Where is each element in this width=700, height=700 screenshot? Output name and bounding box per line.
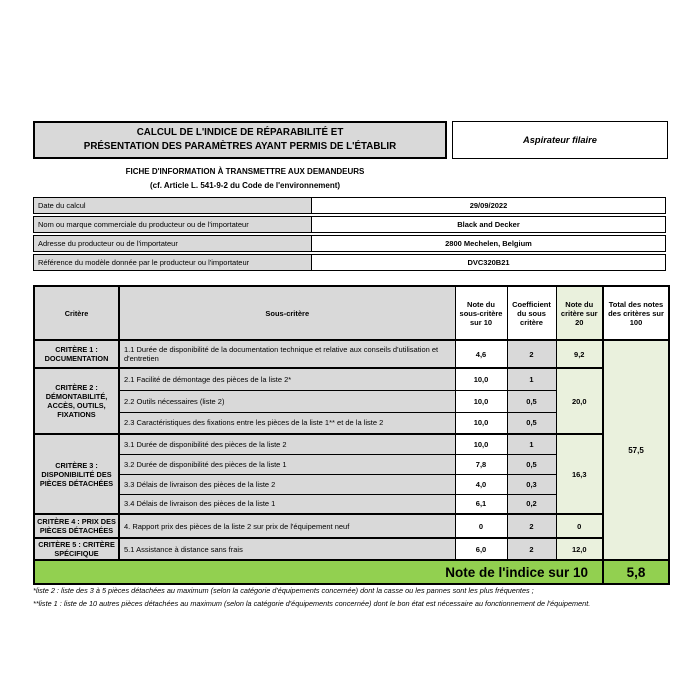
subcriterion-coeff: 0,2 [507,494,556,514]
criterion-3-name: CRITÈRE 3 : DISPONIBILITÉ DES PIÈCES DÉTACHÉES [34,434,119,514]
table-header-row [34,286,669,340]
product-info-table [33,197,666,273]
document-subtitle [33,165,457,192]
final-score-row [34,560,669,584]
table-row [34,538,669,560]
subcriterion-coeff: 2 [507,538,556,560]
criterion-1-score20: 9,2 [556,340,603,368]
info-value: DVC320B21 [312,255,665,270]
criterion-3-score20: 16,3 [556,434,603,514]
document-title-line1: CALCUL DE L'INDICE DE RÉPARABILITÉ ET [136,127,344,138]
footnote-liste2: *liste 2 : liste des 3 à 5 pièces détachées au maximum (selon la catégorie d'équipements concernée) dont la casse ou les pannes sont les plus fréquentes ; [33,586,534,595]
criterion-1-name: CRITÈRE 1 : DOCUMENTATION [34,340,119,368]
subcriterion-score10: 0 [455,514,507,538]
subcriterion-score10: 6,1 [455,494,507,514]
subcriterion-score10: 6,0 [455,538,507,560]
subcriterion-score10: 7,8 [455,454,507,474]
info-label: Nom ou marque commerciale du producteur ou de l'importateur [34,217,312,232]
subcriterion-coeff: 2 [507,514,556,538]
product-category-box [452,121,668,159]
col-header-note10: Note du sous-critère sur 10 [455,286,507,340]
subtitle-line1: FICHE D'INFORMATION À TRANSMETTRE AUX DEMANDEURS [125,167,365,176]
final-score-label: Note de l'indice sur 10 [34,560,603,584]
col-header-total: Total des notes des critères sur 100 [603,286,669,340]
criterion-4-name: CRITÈRE 4 : PRIX DES PIÈCES DÉTACHÉES [34,514,119,538]
info-value: Black and Decker [312,217,665,232]
info-row-address [33,235,666,252]
subcriterion-coeff: 1 [507,434,556,454]
col-header-critere: Critère [34,286,119,340]
subcriterion-coeff: 1 [507,368,556,390]
table-row [34,434,669,454]
info-row-date [33,197,666,214]
subcriterion-coeff: 0,5 [507,390,556,412]
col-header-sous-critere: Sous-critère [119,286,455,340]
document-title [33,121,447,159]
subcriterion-text: 2.3 Caractéristiques des fixations entre les pièces de la liste 1** et de la liste 2 [119,412,455,434]
subcriterion-text: 2.2 Outils nécessaires (liste 2) [119,390,455,412]
criteria-table [33,285,670,585]
subcriterion-score10: 10,0 [455,434,507,454]
subcriterion-coeff: 0,3 [507,474,556,494]
table-row [34,514,669,538]
subcriterion-text: 3.4 Délais de livraison des pièces de la liste 1 [119,494,455,514]
criterion-5-name: CRITÈRE 5 : CRITÈRE SPÉCIFIQUE [34,538,119,560]
subcriterion-coeff: 0,5 [507,412,556,434]
subcriterion-score10: 4,6 [455,340,507,368]
subcriterion-score10: 4,0 [455,474,507,494]
info-label: Référence du modèle donnée par le producteur ou l'importateur [34,255,312,270]
info-row-brand [33,216,666,233]
criterion-4-score20: 0 [556,514,603,538]
info-label: Adresse du producteur ou de l'importateur [34,236,312,251]
col-header-coeff: Coefficient du sous critère [507,286,556,340]
criterion-2-score20: 20,0 [556,368,603,434]
criterion-2-name: CRITÈRE 2 : DÉMONTABILITÉ, ACCÈS, OUTILS, FIXATIONS [34,368,119,434]
subcriterion-coeff: 0,5 [507,454,556,474]
info-value: 29/09/2022 [312,198,665,213]
info-row-model [33,254,666,271]
final-score-value: 5,8 [603,560,669,584]
subcriterion-score10: 10,0 [455,368,507,390]
subcriterion-text: 5.1 Assistance à distance sans frais [119,538,455,560]
subcriterion-coeff: 2 [507,340,556,368]
footnotes [33,585,678,611]
document-title-line2: PRÉSENTATION DES PARAMÈTRES AYANT PERMIS DE L'ÉTABLIR [83,141,397,153]
total-score-per-100: 57,5 [603,340,669,560]
info-label: Date du calcul [34,198,312,213]
subcriterion-text: 3.3 Délais de livraison des pièces de la liste 2 [119,474,455,494]
info-value: 2800 Mechelen, Belgium [312,236,665,251]
product-category-label: Aspirateur filaire [523,135,597,146]
col-header-note20: Note du critère sur 20 [556,286,603,340]
subcriterion-text: 4. Rapport prix des pièces de la liste 2 sur prix de l'équipement neuf [119,514,455,538]
criterion-5-score20: 12,0 [556,538,603,560]
footnote-liste1: **liste 1 : liste de 10 autres pièces détachées au maximum (selon la catégorie d'équipements concernée) dont le bon état est nécessaire au fonctionnement de l'équipement. [33,598,591,608]
subcriterion-score10: 10,0 [455,412,507,434]
subcriterion-text: 1.1 Durée de disponibilité de la documentation technique et relative aux conseils d'utilisation et d'entretien [119,340,455,368]
subcriterion-score10: 10,0 [455,390,507,412]
title-row [33,121,668,159]
subcriterion-text: 3.2 Durée de disponibilité des pièces de la liste 1 [119,454,455,474]
table-row [34,368,669,390]
subcriterion-text: 2.1 Facilité de démontage des pièces de la liste 2* [119,368,455,390]
subcriterion-text: 3.1 Durée de disponibilité des pièces de la liste 2 [119,434,455,454]
subtitle-line2: (cf. Article L. 541-9-2 du Code de l'environnement) [149,180,341,190]
table-row [34,340,669,368]
